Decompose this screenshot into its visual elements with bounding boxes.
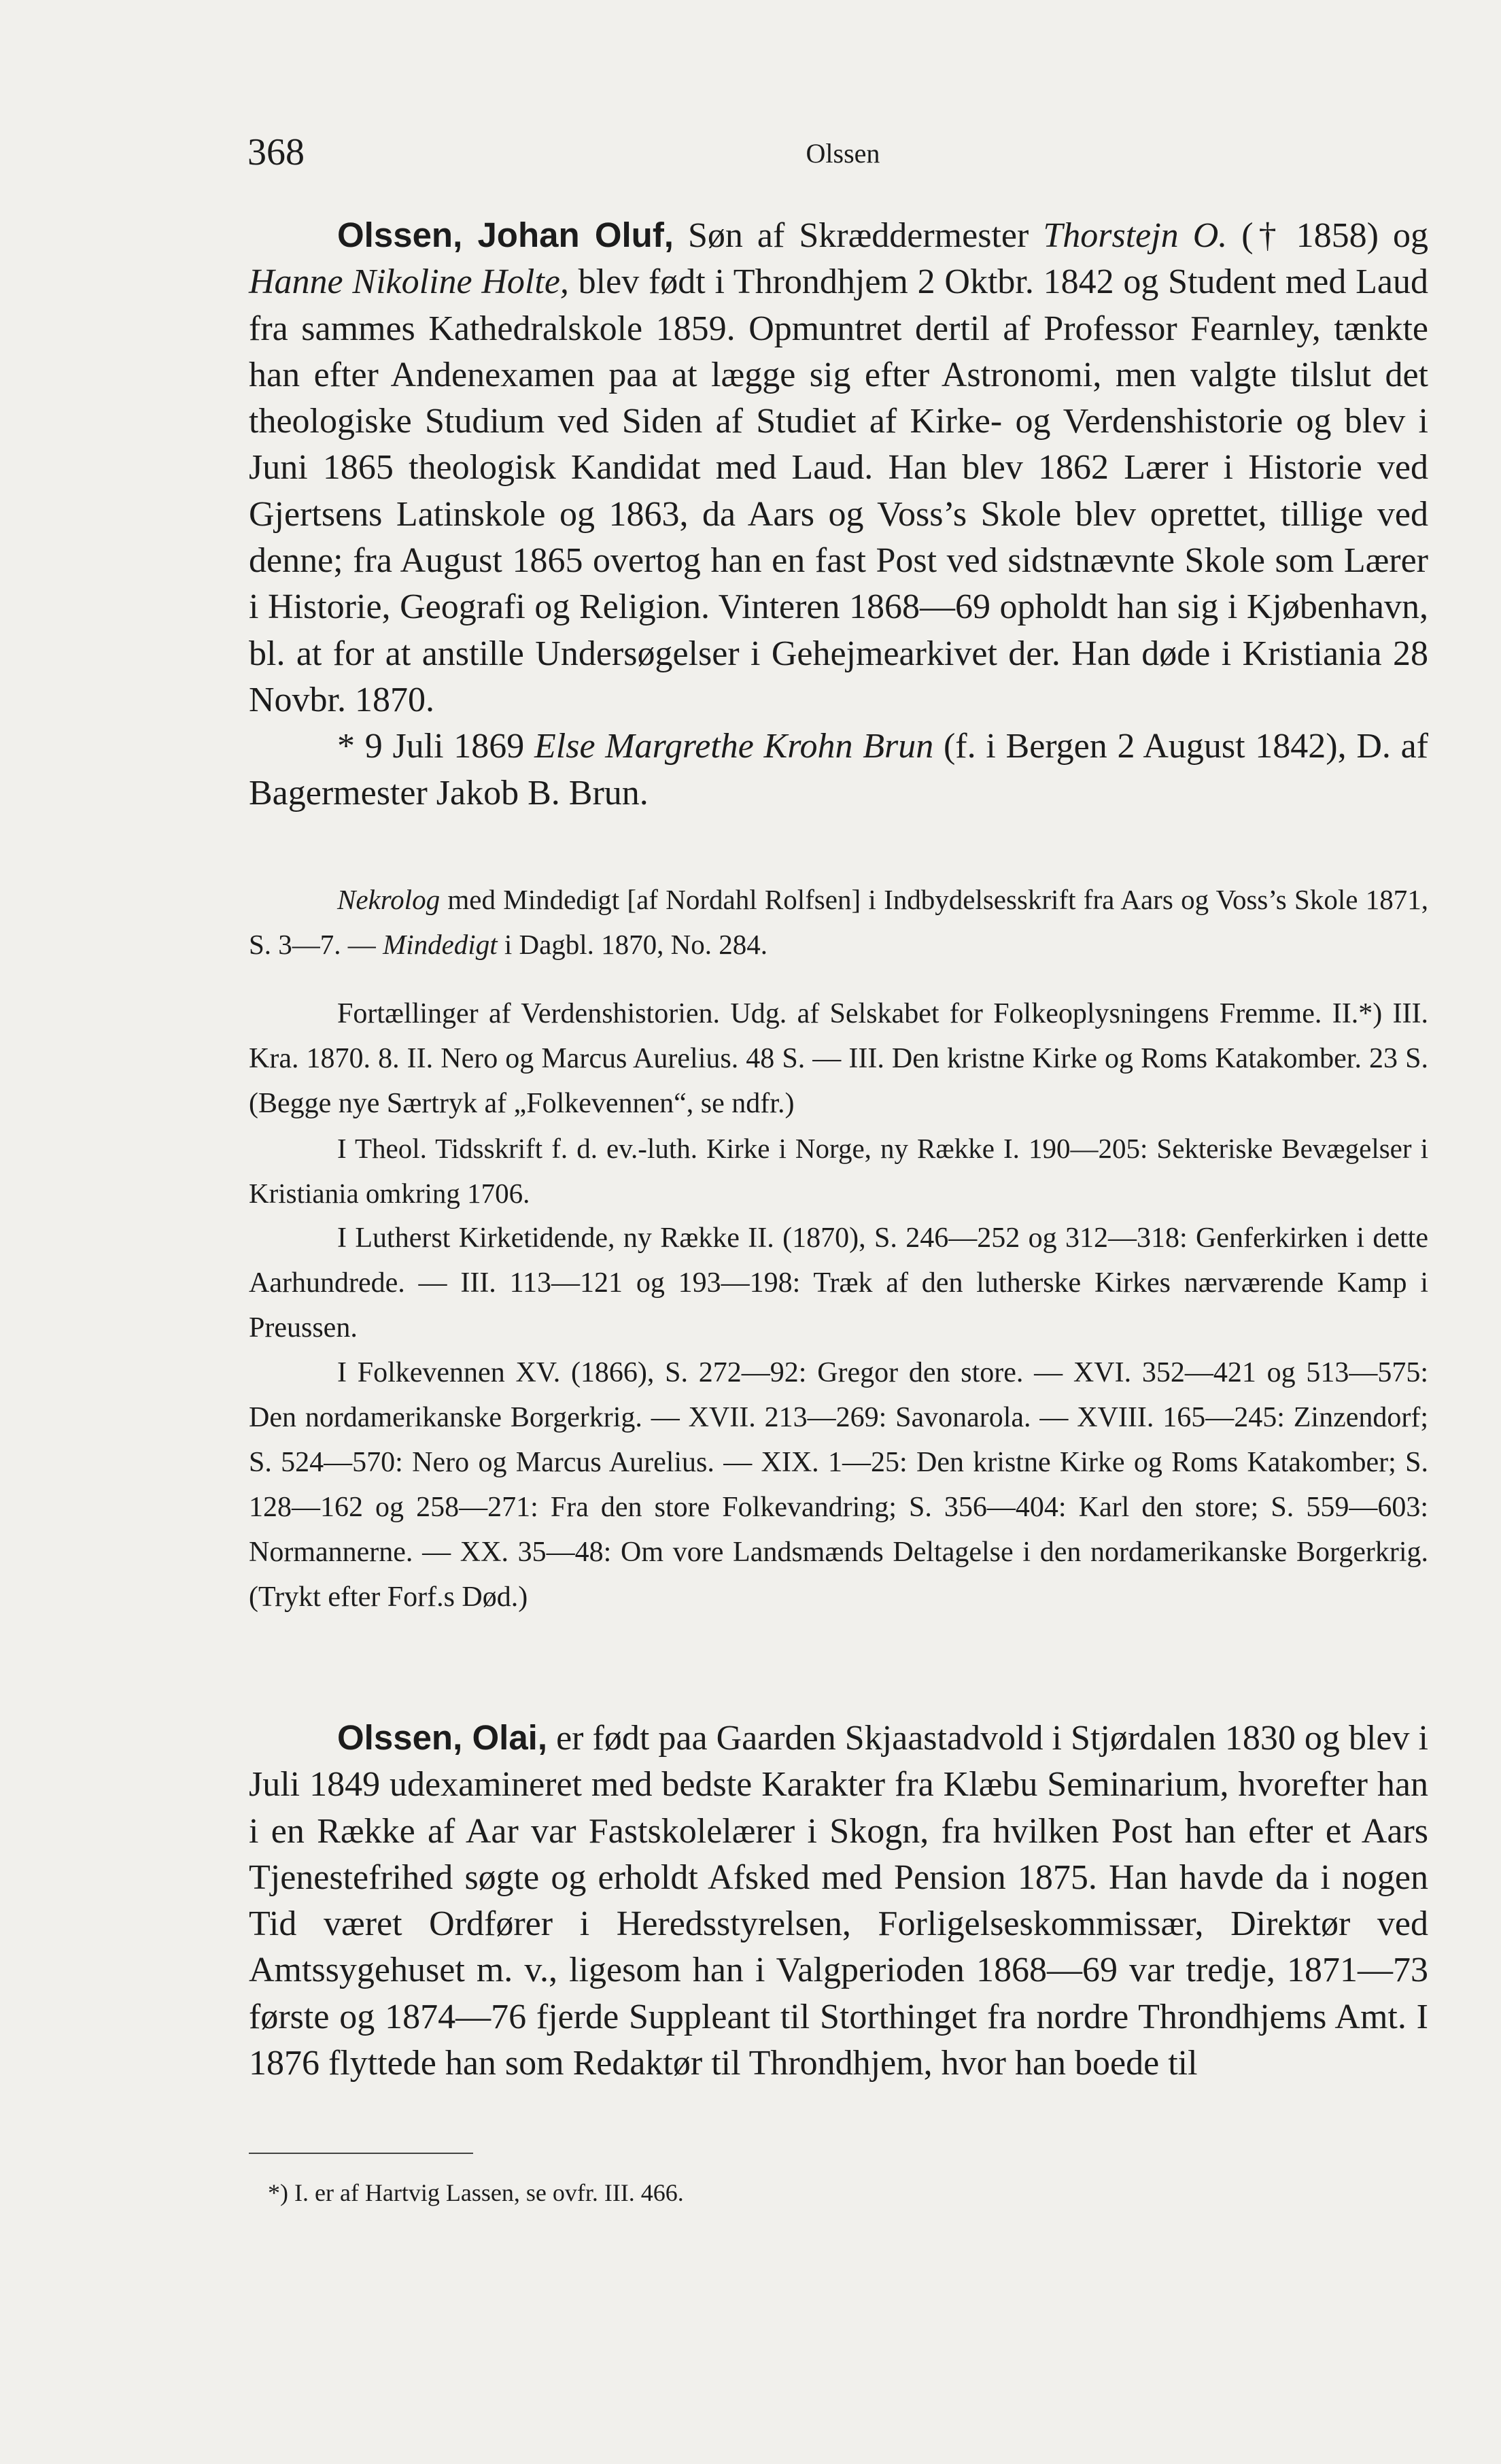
works-item: Fortællinger af Verdenshistorien. Udg. af Selskabet for Folkeoplysningens Fremme. II.*) III. Kra. 1870. 8. II. Nero og Marcus Aurelius. 48 S. — III. Den kristne Kirke og Roms Katakomber. 23 S. (Begge nye Særtryk af „Folkevennen“, se ndfr.)	[249, 998, 1428, 1119]
running-title: Olssen	[806, 138, 880, 169]
works-block	[249, 991, 1428, 1620]
text-span: Søn af Skræddermester	[673, 216, 1043, 255]
text-span: * 9 Juli 1869	[337, 727, 535, 766]
mother-name: Hanne Nikoline Holte,	[249, 262, 569, 302]
text-span: med Mindedigt [af Nordahl Rolfsen] i Indbydelsesskrift fra Aars og Voss’s Skole 1871, S. 3—7. —	[249, 884, 1428, 960]
works-item: I Lutherst Kirketidende, ny Række II. (1870), S. 246—252 og 312—318: Genferkirken i dette Aarhundrede. — III. 113—121 og 193—198: Træk af den lutherske Kirkes nærværende Kamp i Preussen.	[249, 1222, 1428, 1344]
page-number: 368	[247, 131, 305, 173]
entry-name: Olssen, Johan Oluf,	[337, 216, 674, 254]
entry-johan-oluf	[249, 212, 1428, 817]
footnote: *) I. er af Hartvig Lassen, se ovfr. III. 466.	[268, 2179, 684, 2206]
father-name: Thorstejn O.	[1043, 216, 1228, 255]
text-span: blev født i Throndhjem 2 Oktbr. 1842 og Student med Laud fra sammes Kathedralskole 1859. Opmuntret dertil af Professor Fearnley, tænkte han efter Andenexamen paa at lægge sig efter Astronomi, men valgte tilslut det theologiske Studium ved Siden af Studiet af Kirke- og Verdenshistorie og blev i Juni 1865 theologisk Kandidat med Laud. Han blev 1862 Lærer i Historie ved Gjertsens Latinskole og 1863, da Aars og Voss’s Skole blev oprettet, tillige ved denne; fra August 1865 overtog han en fast Post ved sidstnævnte Skole som Lærer i Historie, Geografi og Religion. Vinteren 1868—69 opholdt han sig i Kjøbenhavn, bl. at for at anstille Undersøgelser i Gehejmearkivet der. Han døde i Kristiania 28 Novbr. 1870.	[249, 262, 1428, 719]
nekrolog-title: Nekrolog	[337, 884, 441, 915]
nekrolog-block	[249, 877, 1428, 967]
text-span: er født paa Gaarden Skjaastadvold i Stjørdalen 1830 og blev i Juli 1849 udexamineret med bedste Karakter fra Klæbu Seminarium, hvorefter han i en Række af Aar var Fastskolelærer i Skogn, fra hvilken Post han efter et Aars Tjenestefrihed søgte og erholdt Afsked med Pension 1875. Han havde da i nogen Tid været Ordfører i Heredsstyrelsen, Forligelseskommissær, Direktør ved Amtssygehuset m. v., ligesom han i Valgperioden 1868—69 var tredje, 1871—73 første og 1874—76 fjerde Suppleant til Storthinget fra nordre Throndhjems Amt. I 1876 flyttede han som Redaktør til Throndhjem, hvor han boede til	[249, 1719, 1429, 2083]
entry-name: Olssen, Olai,	[337, 1718, 548, 1757]
nekrolog-paragraph	[249, 877, 1428, 967]
text-span: i Dagbl. 1870, No. 284.	[497, 929, 768, 960]
wife-name: Else Margrethe Krohn Brun	[534, 727, 934, 766]
mindedigt-title: Mindedigt	[383, 929, 498, 960]
footnote-divider	[249, 2153, 473, 2154]
marriage-paragraph	[249, 723, 1428, 817]
entry-olai	[249, 1715, 1428, 2087]
text-span: († 1858) og	[1227, 216, 1429, 255]
text-span: (f. i Bergen 2 August 1842), D. af Bagermester Jakob B. Brun.	[249, 727, 1428, 812]
works-item: I Theol. Tidsskrift f. d. ev.-luth. Kirke i Norge, ny Række I. 190—205: Sekteriske Bevægelser i Kristiania omkring 1706.	[249, 1133, 1428, 1209]
works-item: I Folkevennen XV. (1866), S. 272—92: Gregor den store. — XVI. 352—421 og 513—575: Den nordamerikanske Borgerkrig. — XVII. 213—269: Savonarola. — XVIII. 165—245: Zinzendorf; S. 524—570: Nero og Marcus Aurelius. — XIX. 1—25: Den kristne Kirke og Roms Katakomber; S. 128—162 og 258—271: Fra den store Folkevandring; S. 356—404: Karl den store; S. 559—603: Normannerne. — XX. 35—48: Om vore Landsmænds Deltagelse i den nordamerikanske Borgerkrig. (Trykt efter Forf.s Død.)	[249, 1357, 1428, 1613]
entry-paragraph	[249, 212, 1428, 723]
entry-paragraph	[249, 1715, 1428, 2087]
